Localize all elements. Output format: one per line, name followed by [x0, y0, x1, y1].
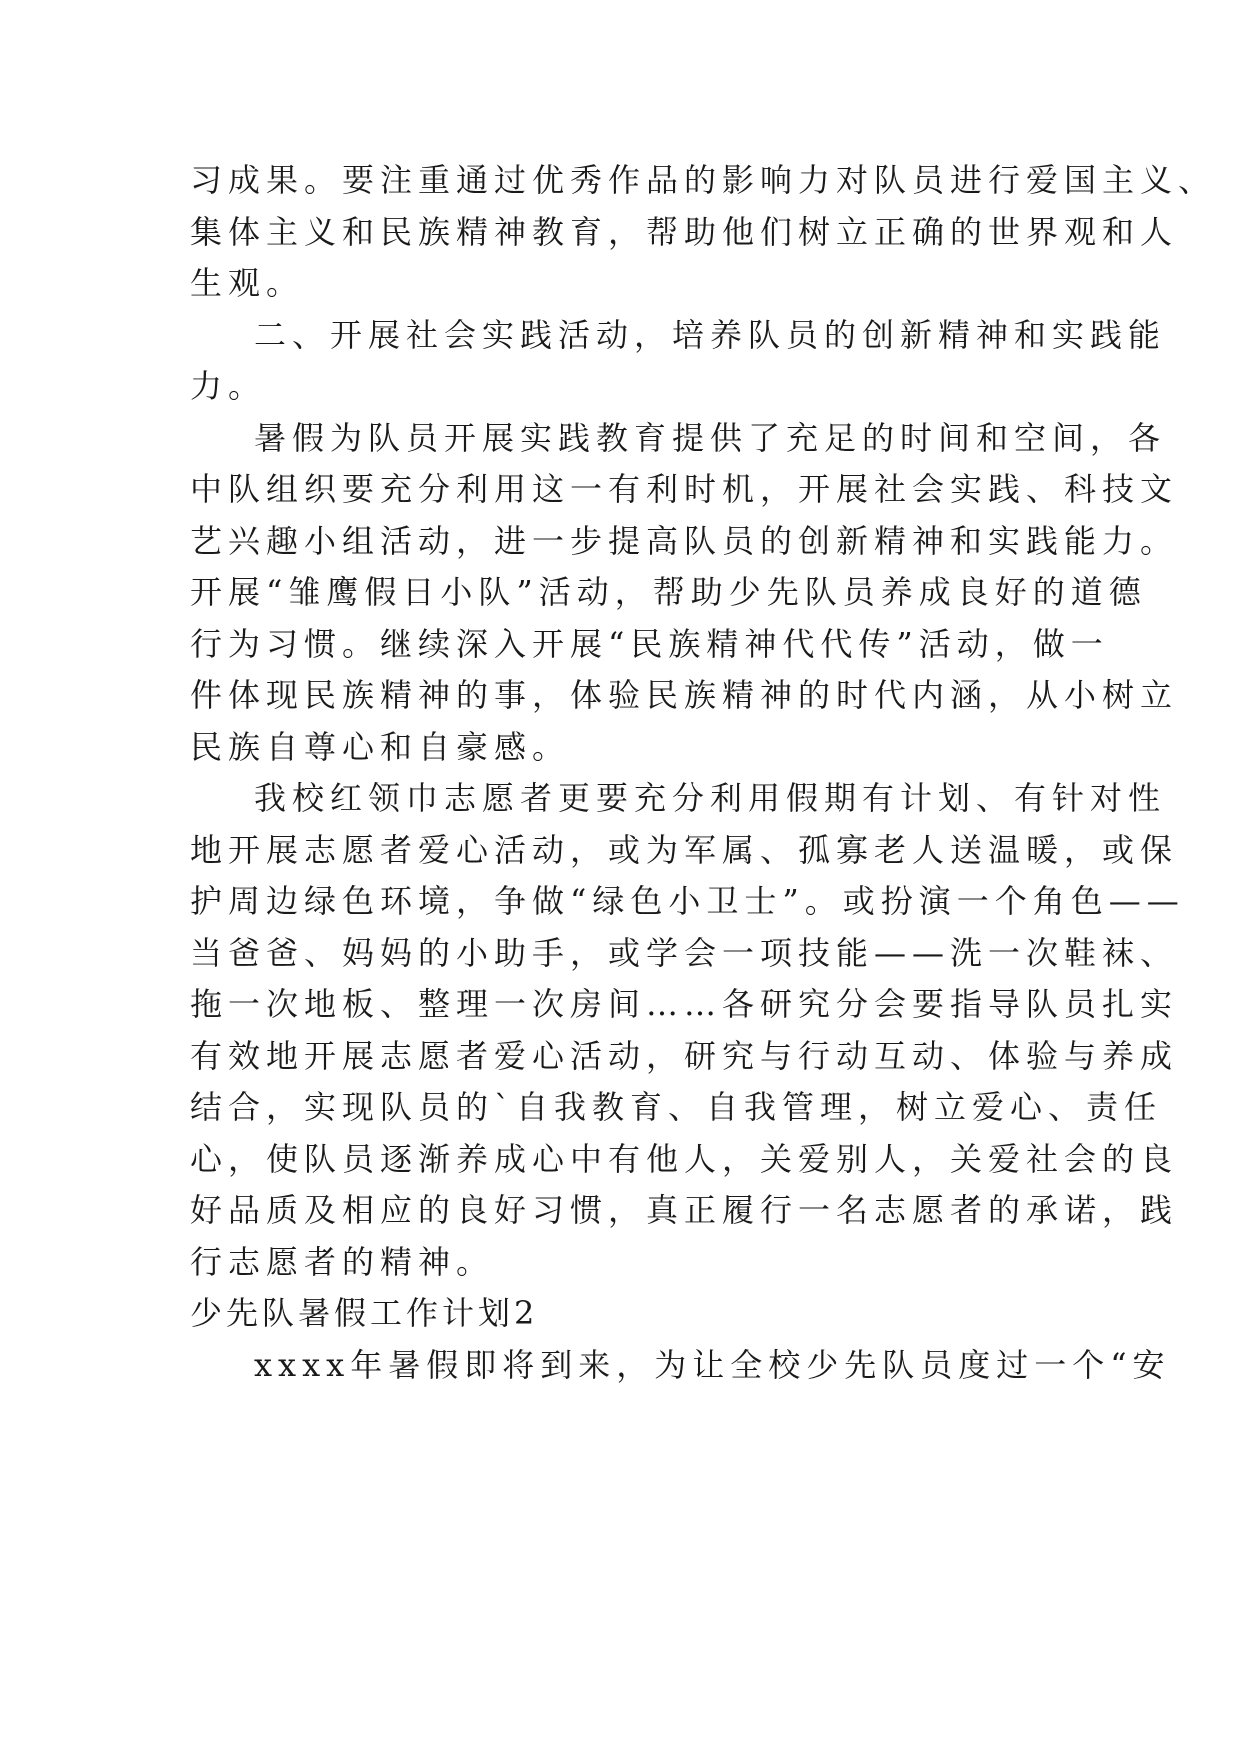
- text-line: 集体主义和民族精神教育，帮助他们树立正确的世界观和人: [190, 212, 1179, 251]
- section-heading-line: 二、开展社会实践活动，培养队员的创新精神和实践能: [254, 315, 1167, 354]
- text-line: 艺兴趣小组活动，进一步提高队员的创新精神和实践能力。: [190, 521, 1179, 560]
- text-line: 有效地开展志愿者爱心活动，研究与行动互动、体验与养成: [190, 1036, 1179, 1075]
- text-line: 习成果。要注重通过优秀作品的影响力对队员进行爱国主义、: [190, 161, 1217, 199]
- document-title: 少先队暑假工作计划2: [190, 1294, 539, 1332]
- text-line: 好品质及相应的良好习惯，真正履行一名志愿者的承诺，践: [190, 1191, 1179, 1229]
- text-line: xxxx年暑假即将到来，为让全校少先队员度过一个“安: [254, 1345, 1171, 1384]
- text-line: 护周边绿色环境，争做“绿色小卫士”。或扮演一个角色——: [190, 882, 1185, 920]
- text-line: 地开展志愿者爱心活动，或为军属、孤寡老人送温暖，或保: [190, 830, 1179, 869]
- text-line: 开展“雏鹰假日小队”活动，帮助少先队员养成良好的道德: [190, 573, 1147, 611]
- text-line: 中队组织要充分利用这一有利时机，开展社会实践、科技文: [190, 470, 1179, 508]
- text-line: 我校红领巾志愿者更要充分利用假期有计划、有针对性: [254, 779, 1167, 817]
- text-line: 结合，实现队员的`自我教育、自我管理，树立爱心、责任: [190, 1088, 1163, 1126]
- text-line: 心，使队员逐渐养成心中有他人，关爱别人，关爱社会的良: [190, 1139, 1179, 1178]
- text-line: 件体现民族精神的事，体验民族精神的时代内涵，从小树立: [190, 676, 1179, 714]
- text-line: 当爸爸、妈妈的小助手，或学会一项技能——洗一次鞋袜、: [190, 933, 1179, 972]
- text-line: 行为习惯。继续深入开展“民族精神代代传”活动，做一: [190, 624, 1109, 663]
- document-body: [190, 155, 1217, 1391]
- text-line: 拖一次地板、整理一次房间……各研究分会要指导队员扎实: [190, 985, 1179, 1023]
- text-line: 生观。: [190, 264, 305, 302]
- text-line: 暑假为队员开展实践教育提供了充足的时间和空间，各: [254, 418, 1167, 457]
- section-heading-line: 力。: [190, 367, 267, 405]
- text-line: 行志愿者的精神。: [190, 1242, 495, 1281]
- text-line: 民族自尊心和自豪感。: [190, 727, 571, 766]
